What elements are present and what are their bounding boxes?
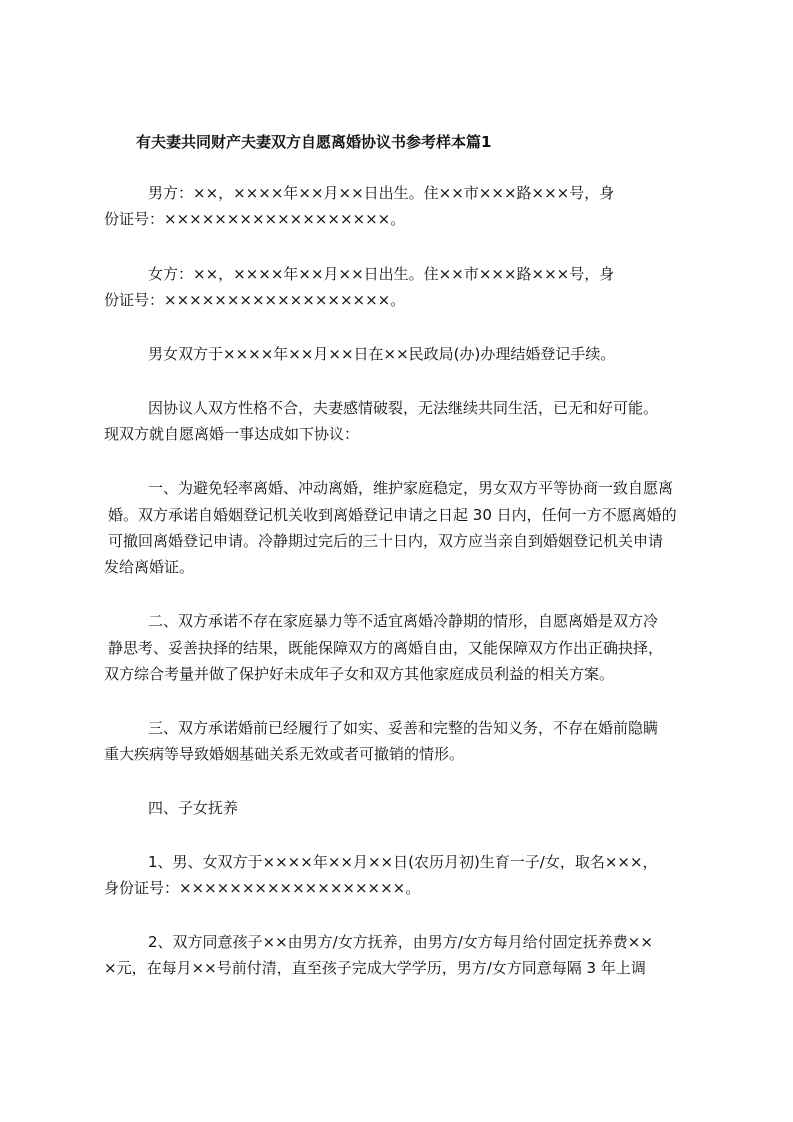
paragraph-line: 1、男、女双方于××××年××月××日(农历月初)生育一子/女，取名×××，: [148, 853, 658, 871]
paragraph-line: 三、双方承诺婚前已经履行了如实、妥善和完整的告知义务，不存在婚前隐瞒: [148, 719, 659, 737]
paragraph-line: 重大疾病等导致婚姻基础关系无效或者可撤销的情形。: [104, 745, 465, 763]
paragraph-line: 2、双方同意孩子××由男方/女方抚养，由男方/女方每月给付固定抚养费××: [148, 933, 653, 951]
paragraph-line: ×元，在每月××号前付清，直至孩子完成大学学历，男方/女方同意每隔 3 年上调: [104, 959, 646, 977]
paragraph-line: 四、子女抚养: [148, 799, 239, 817]
document-title: 有夫妻共同财产夫妻双方自愿离婚协议书参考样本篇1: [136, 133, 492, 151]
paragraph-line: 女方：××，××××年××月××日出生。住××市×××路×××号，身: [148, 265, 615, 283]
paragraph-line: 因协议人双方性格不合，夫妻感情破裂，无法继续共同生活，已无和好可能。: [148, 399, 659, 417]
paragraph-line: 一、为避免轻率离婚、冲动离婚，维护家庭稳定，男女双方平等协商一致自愿离: [148, 479, 674, 497]
paragraph-line: 份证号：××××××××××××××××××。: [104, 291, 406, 309]
paragraph-line: 婚。双方承诺自婚姻登记机关收到离婚登记申请之日起 30 日内，任何一方不愿离婚的: [108, 506, 677, 524]
paragraph-line: 男方：××，××××年××月××日出生。住××市×××路×××号，身: [148, 184, 615, 202]
paragraph-line: 可撤回离婚登记申请。冷静期过完后的三十日内，双方应当亲自到婚姻登记机关申请: [108, 532, 664, 550]
paragraph-line: 双方综合考量并做了保护好未成年子女和双方其他家庭成员利益的相关方案。: [104, 665, 615, 683]
paragraph-line: 身份证号：××××××××××××××××××。: [104, 879, 421, 897]
paragraph-line: 现双方就自愿离婚一事达成如下协议：: [104, 425, 360, 443]
paragraph-line: 份证号：××××××××××××××××××。: [104, 210, 406, 228]
paragraph-line: 静思考、妥善抉择的结果，既能保障双方的离婚自由，又能保障双方作出正确抉择，: [108, 639, 664, 657]
paragraph-line: 二、双方承诺不存在家庭暴力等不适宜离婚冷静期的情形，自愿离婚是双方冷: [148, 612, 659, 630]
paragraph-line: 发给离婚证。: [104, 558, 195, 576]
paragraph-line: 男女双方于××××年××月××日在××民政局(办)办理结婚登记手续。: [148, 345, 616, 363]
